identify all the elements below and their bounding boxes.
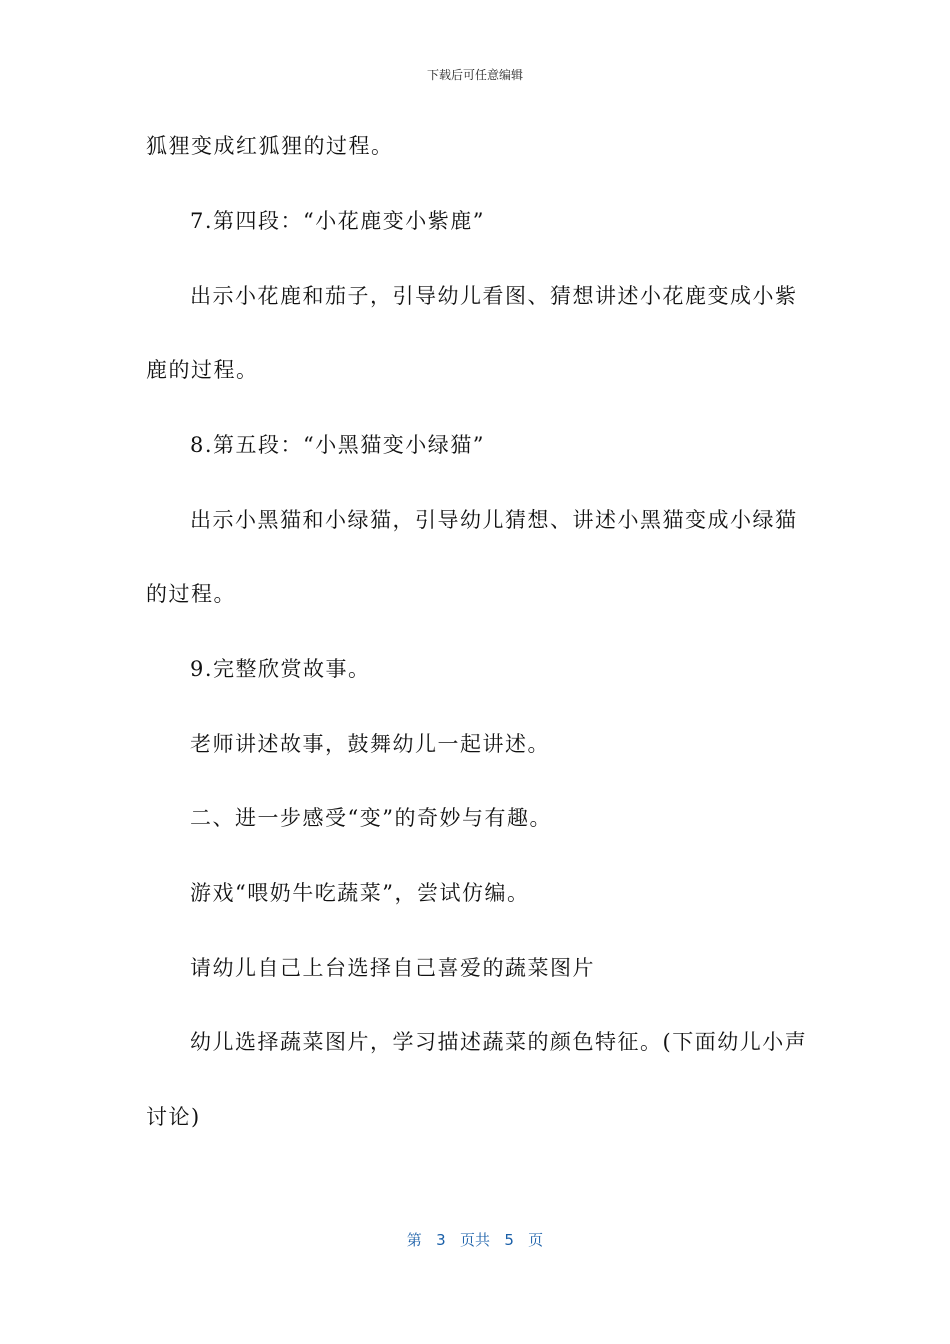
paragraph-line-8: 9.完整欣赏故事。 [190,657,371,681]
footer-prefix: 第 [406,1231,422,1249]
footer-total-pages: 5 [504,1231,514,1249]
paragraph-line-14: 讨论) [146,1105,201,1129]
paragraph-line-2: 7.第四段：“小花鹿变小紫鹿” [190,209,486,233]
paragraph-line-11: 游戏“喂奶牛吃蔬菜”，尝试仿编。 [190,881,530,905]
paragraph-line-12: 请幼儿自己上台选择自己喜爱的蔬菜图片 [190,956,595,980]
paragraph-line-6: 出示小黑猫和小绿猫，引导幼儿猜想、讲述小黑猫变成小绿猫 [190,508,798,532]
footer-middle: 页共 [459,1231,490,1249]
footer-suffix: 页 [528,1231,544,1249]
footer-current-page: 3 [436,1231,446,1249]
paragraph-line-9: 老师讲述故事，鼓舞幼儿一起讲述。 [190,732,550,756]
paragraph-line-4: 鹿的过程。 [146,358,259,382]
paragraph-line-1: 狐狸变成红狐狸的过程。 [146,134,394,158]
page-footer [0,1229,950,1250]
page-header: 下载后可任意编辑 [426,68,523,82]
paragraph-line-13: 幼儿选择蔬菜图片，学习描述蔬菜的颜色特征。(下面幼儿小声 [190,1030,808,1054]
paragraph-line-7: 的过程。 [146,582,236,606]
paragraph-line-3: 出示小花鹿和茄子，引导幼儿看图、猜想讲述小花鹿变成小紫 [190,284,798,308]
paragraph-line-5: 8.第五段：“小黑猫变小绿猫” [190,433,486,457]
paragraph-line-10: 二、进一步感受“变”的奇妙与有趣。 [190,806,552,830]
